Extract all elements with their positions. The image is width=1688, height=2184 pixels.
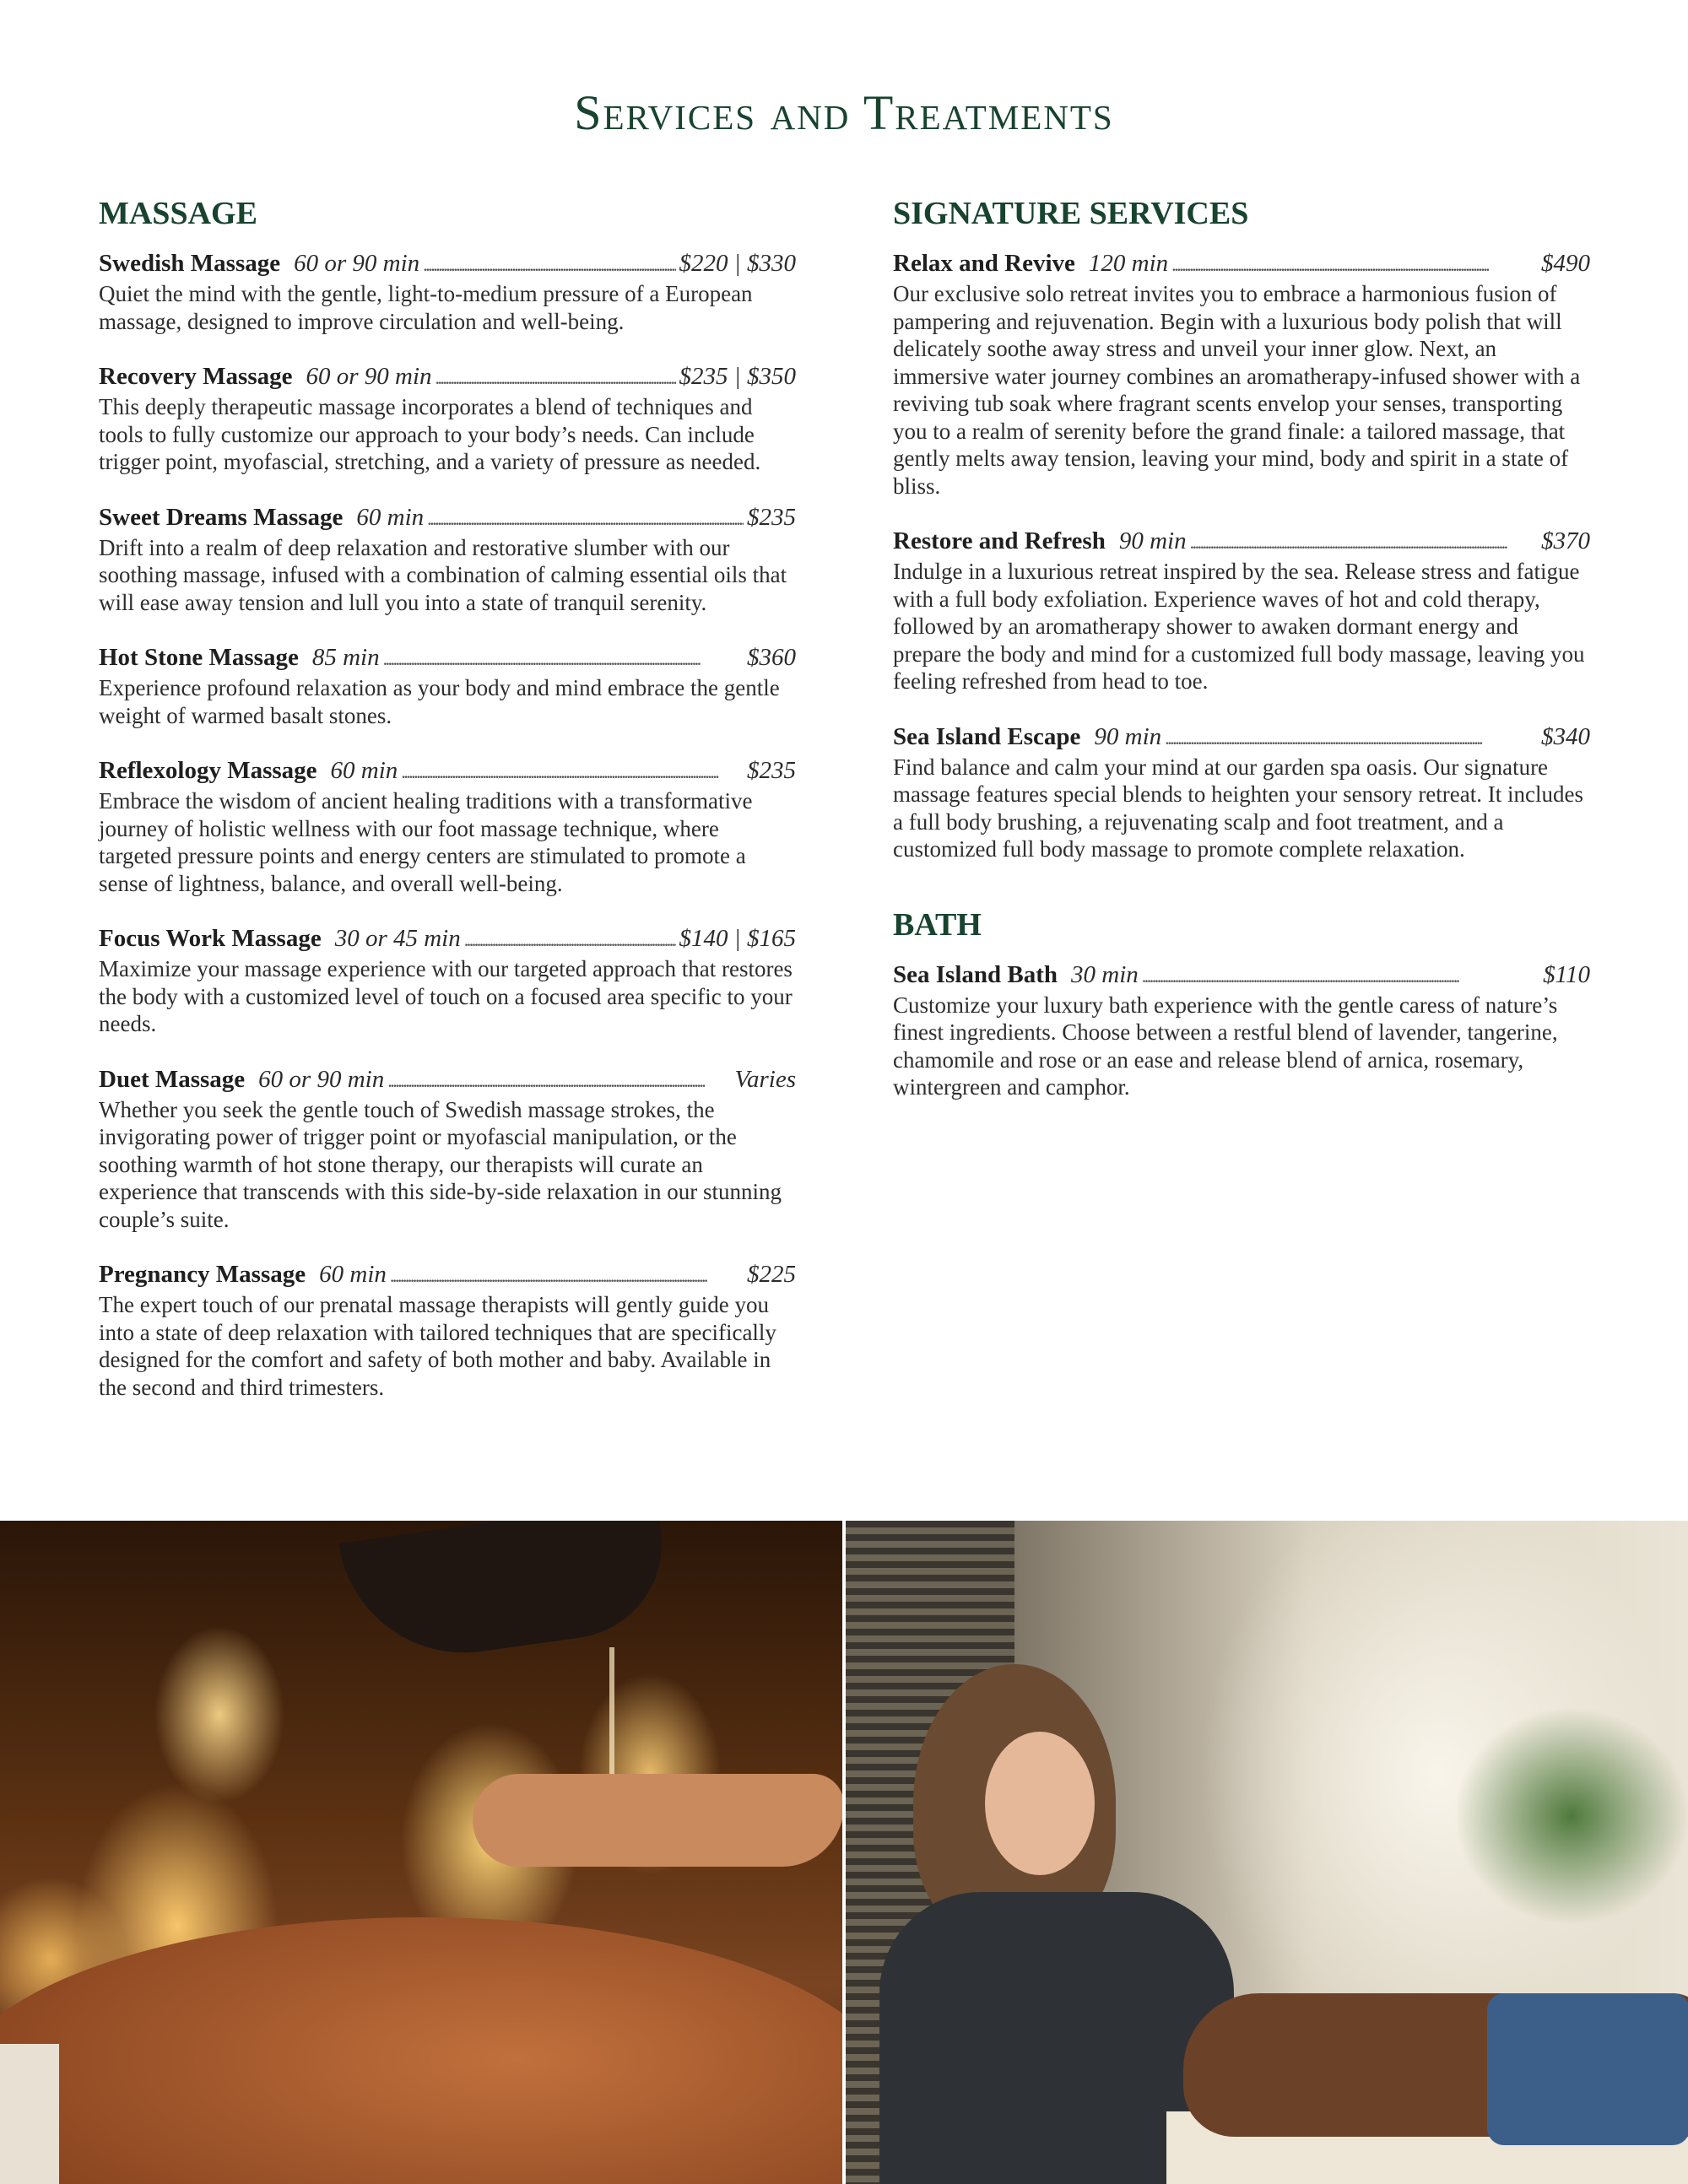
service-price: $225 (747, 1261, 796, 1288)
service-price: $340 (1541, 722, 1590, 750)
service-price: $235 | $350 (679, 363, 796, 390)
service-description: Embrace the wisdom of ancient healing traditions with a transformative journey of holistic wellness with our foot massage technique, where targeted pressure points and energy centers are stimulated to promote a sense of lightness, balance, and overall well-being. (99, 788, 753, 896)
bath-section (893, 905, 1590, 1101)
bath-list (893, 960, 1590, 1101)
service-duration: 60 min (319, 1261, 387, 1288)
service-description: Quiet the mind with the gentle, light-to-medium pressure of a European massage, designed to improve circulation and well-being. (99, 281, 753, 334)
service-item-hot-stone-massage (99, 642, 796, 729)
service-header (99, 755, 796, 787)
service-price: $140 | $165 (679, 925, 796, 952)
service-header (99, 1064, 796, 1096)
service-item-swedish-massage (99, 248, 796, 335)
service-description: Maximize your massage experience with our targeted approach that restores the body with a customized level of touch on a focused area specific to your needs. (99, 956, 793, 1036)
service-description: The expert touch of our prenatal massage therapists will gently guide you into a state of deep relaxation with tailored techniques that are specifically designed for the comfort and safety of both mother and baby. Available in the second and third trimesters. (99, 1292, 776, 1400)
service-item-sea-island-escape (893, 722, 1590, 863)
dot-leader (383, 642, 744, 674)
service-item-focus-work-massage (99, 923, 796, 1038)
service-duration: 90 min (1094, 722, 1162, 750)
therapist-face-shape (985, 1732, 1095, 1875)
service-name: Reflexology Massage (99, 757, 317, 784)
dot-leader (1190, 526, 1538, 558)
towel-shape (1487, 1993, 1688, 2145)
massage-column (99, 194, 796, 1427)
service-item-restore-and-refresh (893, 526, 1590, 695)
service-item-relax-and-revive (893, 248, 1590, 500)
oil-jar-shape (338, 1521, 674, 1669)
service-duration: 30 min (1071, 960, 1139, 988)
back-shape (0, 1917, 842, 2184)
service-description: Whether you seek the gentle touch of Swedish massage strokes, the invigorating power of trigger point or myofascial manipulation, or the soothing warmth of hot stone therapy, our therapists will curate an experience that transcends with this side-by-side relaxation in our stunning couple’s suite. (99, 1096, 782, 1232)
service-item-recovery-massage (99, 361, 796, 476)
service-description: Experience profound relaxation as your body and mind embrace the gentle weight of warmed basalt stones. (99, 675, 780, 728)
service-name: Recovery Massage (99, 363, 293, 390)
service-description: Indulge in a luxurious retreat inspired by the sea. Release stress and fatigue with a full body exfoliation. Experience waves of hot and cold therapy, followed by an aromatherapy shower to awaken dormant energy and prepare the body and mind for a customized full body massage, leaving you feeling refreshed from head to toe. (893, 559, 1585, 694)
page-title: Services and Treatments (574, 85, 1114, 140)
service-item-reflexology-massage (99, 755, 796, 897)
hand-shape (473, 1774, 842, 1867)
service-price: $110 (1543, 960, 1590, 988)
service-duration: 90 min (1118, 527, 1187, 554)
bath-heading: BATH (893, 906, 982, 943)
service-duration: 60 or 90 min (294, 250, 420, 277)
massage-section (99, 194, 796, 1401)
service-header (99, 1259, 796, 1291)
signature-column (893, 194, 1590, 1127)
service-duration: 30 or 45 min (334, 925, 461, 952)
signature-section (893, 194, 1590, 863)
service-item-duet-massage (99, 1064, 796, 1234)
service-name: Sea Island Escape (893, 722, 1081, 750)
dot-leader (387, 1064, 731, 1096)
service-name: Hot Stone Massage (99, 644, 299, 671)
service-item-pregnancy-massage (99, 1259, 796, 1401)
service-description: Our exclusive solo retreat invites you to embrace a harmonious fusion of pampering and rejuvenation. Begin with a luxurious body polish that will delicately soothe away stress and unveil your inner glow. Next, an immersive water journey combines an aromatherapy-infused shower with a reviving tub soak where fragrant scents envelop your senses, transporting you to a realm of serenity before the grand finale: a tailored massage, that gently melts away tension, leaving your mind, body and spirit in a state of bliss. (893, 281, 1581, 499)
dot-leader (390, 1259, 744, 1291)
service-name: Duet Massage (99, 1065, 246, 1093)
service-header (99, 923, 796, 955)
service-price: $235 (747, 503, 796, 531)
dot-leader (464, 923, 676, 955)
service-header (893, 248, 1590, 280)
service-header (99, 502, 796, 534)
service-header (893, 722, 1590, 754)
service-name: Sweet Dreams Massage (99, 503, 344, 531)
towel-shape (0, 2044, 59, 2184)
service-name: Sea Island Bath (893, 960, 1058, 988)
service-duration: 120 min (1088, 250, 1169, 277)
service-duration: 60 min (330, 757, 398, 784)
service-name: Swedish Massage (99, 250, 281, 277)
service-header (99, 248, 796, 280)
service-description: This deeply therapeutic massage incorporates a blend of techniques and tools to fully customize our approach to your body’s needs. Can include trigger point, myofascial, stretching, and a variety of pressure as needed. (99, 394, 761, 474)
service-duration: 60 or 90 min (258, 1065, 385, 1093)
service-price: $220 | $330 (679, 250, 796, 277)
dot-leader (1171, 248, 1538, 280)
oil-massage-photo (0, 1521, 842, 2184)
signature-heading: SIGNATURE SERVICES (893, 196, 1249, 231)
dot-leader (427, 502, 744, 534)
service-price: $360 (747, 644, 796, 671)
service-price: $235 (747, 757, 796, 784)
service-price: Varies (734, 1065, 796, 1093)
service-item-sweet-dreams-massage (99, 502, 796, 617)
dot-leader (401, 755, 744, 787)
service-price: $370 (1541, 527, 1590, 554)
service-description: Find balance and calm your mind at our garden spa oasis. Our signature massage features special blends to heighten your sensory retreat. It includes a full body brushing, a rejuvenating scalp and foot treatment, and a customized full body massage to promote complete relaxation. (893, 754, 1583, 862)
service-header (893, 960, 1590, 992)
service-name: Pregnancy Massage (99, 1261, 306, 1288)
therapist-photo (846, 1521, 1688, 2184)
service-description: Drift into a realm of deep relaxation and restorative slumber with our soothing massage, infused with a combination of calming essential oils that will ease away tension and lull you into a state of tranquil serenity. (99, 534, 787, 615)
service-item-sea-island-bath (893, 960, 1590, 1101)
massage-heading: MASSAGE (99, 196, 257, 231)
plant-shape (1453, 1706, 1688, 1926)
service-header (99, 642, 796, 674)
dot-leader (423, 248, 675, 280)
service-header (893, 526, 1590, 558)
service-name: Focus Work Massage (99, 925, 322, 952)
service-duration: 85 min (311, 644, 380, 671)
service-duration: 60 or 90 min (306, 363, 432, 390)
service-header (99, 361, 796, 393)
service-duration: 60 min (356, 503, 425, 531)
signature-list (893, 248, 1590, 863)
service-name: Restore and Refresh (893, 527, 1106, 554)
dot-leader (1165, 722, 1538, 754)
service-description: Customize your luxury bath experience with the gentle caress of nature’s finest ingredients. Choose between a restful blend of lavender, tangerine, chamomile and rose or an ease and release blend of arnica, rosemary, wintergreen and camphor. (893, 992, 1558, 1100)
oil-stream-shape (609, 1647, 614, 1791)
dot-leader (436, 361, 676, 393)
dot-leader (1142, 960, 1539, 992)
massage-list (99, 248, 796, 1401)
service-price: $490 (1541, 250, 1590, 277)
service-name: Relax and Revive (893, 250, 1075, 277)
